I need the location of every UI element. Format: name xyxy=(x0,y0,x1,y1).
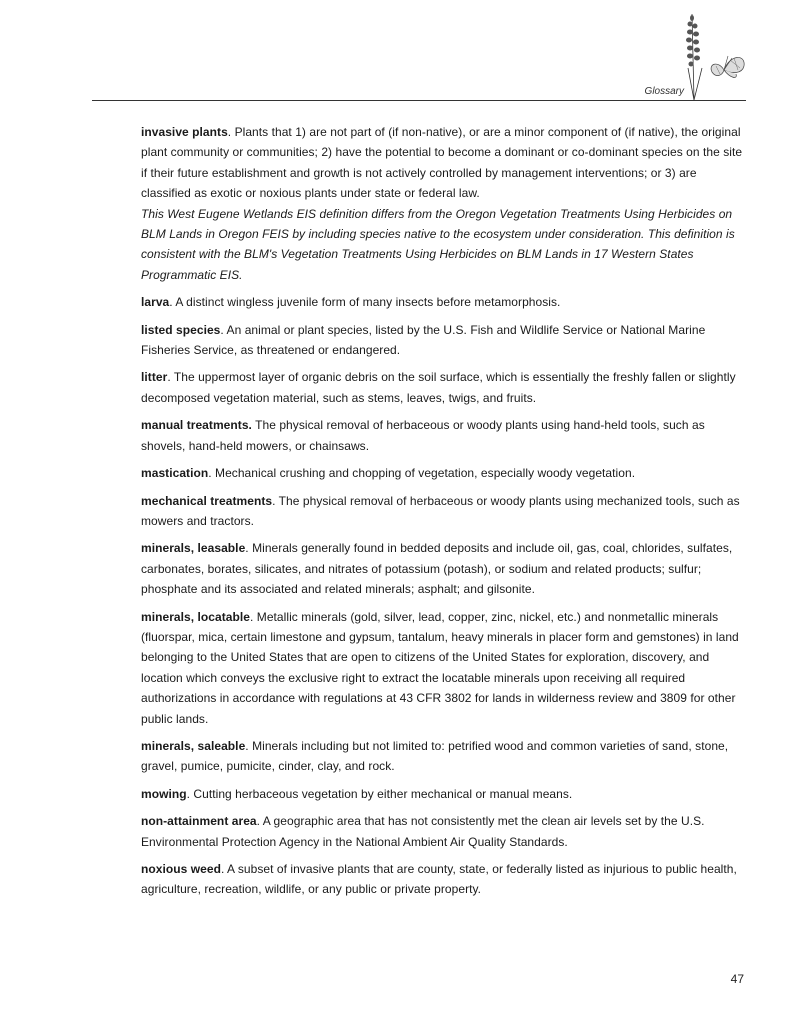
glossary-term: litter xyxy=(141,370,168,385)
glossary-entry xyxy=(141,415,747,456)
header-rule xyxy=(92,100,746,101)
glossary-term: invasive plants xyxy=(141,125,228,139)
glossary-definition: . Cutting herbaceous vegetation by either mechanical or manual means. xyxy=(186,786,573,801)
glossary-definition: . An animal or plant species, listed by the U.S. Fish and Wildlife Service or National Marine Fisheries Service, as threatened or endangered. xyxy=(141,322,706,358)
glossary-term: mowing xyxy=(141,786,187,801)
glossary-entry xyxy=(141,320,747,361)
glossary-term: mechanical treatments xyxy=(141,493,273,508)
glossary-list xyxy=(141,122,747,907)
glossary-entry xyxy=(141,736,747,777)
glossary-term: mastication xyxy=(141,466,209,481)
glossary-entry xyxy=(141,859,747,900)
glossary-term: manual treatments. xyxy=(141,418,252,433)
glossary-entry xyxy=(141,491,747,532)
glossary-term: minerals, saleable xyxy=(141,738,246,753)
glossary-entry xyxy=(141,367,747,408)
glossary-definition: . Mechanical crushing and chopping of vegetation, especially woody vegetation. xyxy=(208,466,636,481)
glossary-definition: . Minerals including but not limited to: petrified wood and common varieties of sand, stone, gravel, pumice, pumicite, cinder, clay, and rock. xyxy=(141,738,729,774)
glossary-definition: . The physical removal of herbaceous or woody plants using mechanized tools, such as mowers and tractors. xyxy=(141,493,740,528)
glossary-term: larva xyxy=(141,295,170,310)
glossary-definition: . A geographic area that has not consistently met the clean air levels set by the U.S. Environmental Protection Agency in the National Ambient Air Quality Standards. xyxy=(141,814,705,849)
glossary-term: minerals, leasable xyxy=(141,541,246,556)
glossary-definition: . Plants that 1) are not part of (if non-native), or are a minor component of (if native), the original plant community or communities; 2) have the potential to become a dominant or co-dominant species on the site if their future establishment and growth is not actively controlled by management interventions; or 3) are classified as exotic or noxious plants under state or federal law. xyxy=(141,125,743,201)
glossary-entry xyxy=(141,122,747,285)
glossary-entry xyxy=(141,784,747,804)
glossary-entry xyxy=(141,292,747,312)
glossary-definition: . Minerals generally found in bedded deposits and include oil, gas, coal, chlorides, sulfates, carbonates, borates, silicates, and nitrates of potassium (potash), or sodium and related products; sulfur; phosphate and its associated and related minerals; asphalt; and gilsonite. xyxy=(141,541,733,597)
glossary-definition: . The uppermost layer of organic debris on the soil surface, which is essentially the freshly fallen or slightly decomposed vegetation material, such as stems, leaves, twigs, and fruits. xyxy=(141,370,736,405)
glossary-term: listed species xyxy=(141,322,221,337)
glossary-definition: The physical removal of herbaceous or woody plants using hand-held tools, such as shovels, hand-held mowers, or chainsaws. xyxy=(141,418,705,453)
glossary-entry xyxy=(141,811,747,852)
glossary-definition: . Metallic minerals (gold, silver, lead, copper, zinc, nickel, etc.) and nonmetallic minerals (fluorspar, mica, certain limestone and gypsum, tantalum, heavy minerals in placer form and gemstones) in land belonging to the United States that are open to citizens of the United States for exploration, discovery, and location which conveys the exclusive right to extract the locatable minerals upon receiving all required authorizations in accordance with regulations at 43 CFR 3802 for lands in wilderness review and 3809 for other public lands. xyxy=(141,609,739,726)
glossary-term: non-attainment area xyxy=(141,814,257,829)
glossary-entry xyxy=(141,463,747,483)
glossary-term: minerals, locatable xyxy=(141,609,250,624)
glossary-definition: . A distinct wingless juvenile form of many insects before metamorphosis. xyxy=(169,295,561,310)
glossary-entry xyxy=(141,538,747,599)
flowering-plant-butterfly-icon xyxy=(674,8,748,104)
glossary-note: This West Eugene Wetlands EIS definition differs from the Oregon Vegetation Treatments Using Herbicides on BLM Lands in Oregon FEIS by including species native to the ecosystem under consideration. This definition is consistent with the BLM's Vegetation Treatments Using Herbicides on BLM Lands in 17 Western States Programmatic EIS. xyxy=(141,206,735,282)
glossary-entry xyxy=(141,607,747,729)
glossary-term: noxious weed xyxy=(141,862,221,876)
glossary-definition: . A subset of invasive plants that are county, state, or federally listed as injurious to public health, agriculture, recreation, wildlife, or any public or private property. xyxy=(141,862,737,897)
page-number: 47 xyxy=(730,972,744,986)
section-label: Glossary xyxy=(644,86,684,97)
